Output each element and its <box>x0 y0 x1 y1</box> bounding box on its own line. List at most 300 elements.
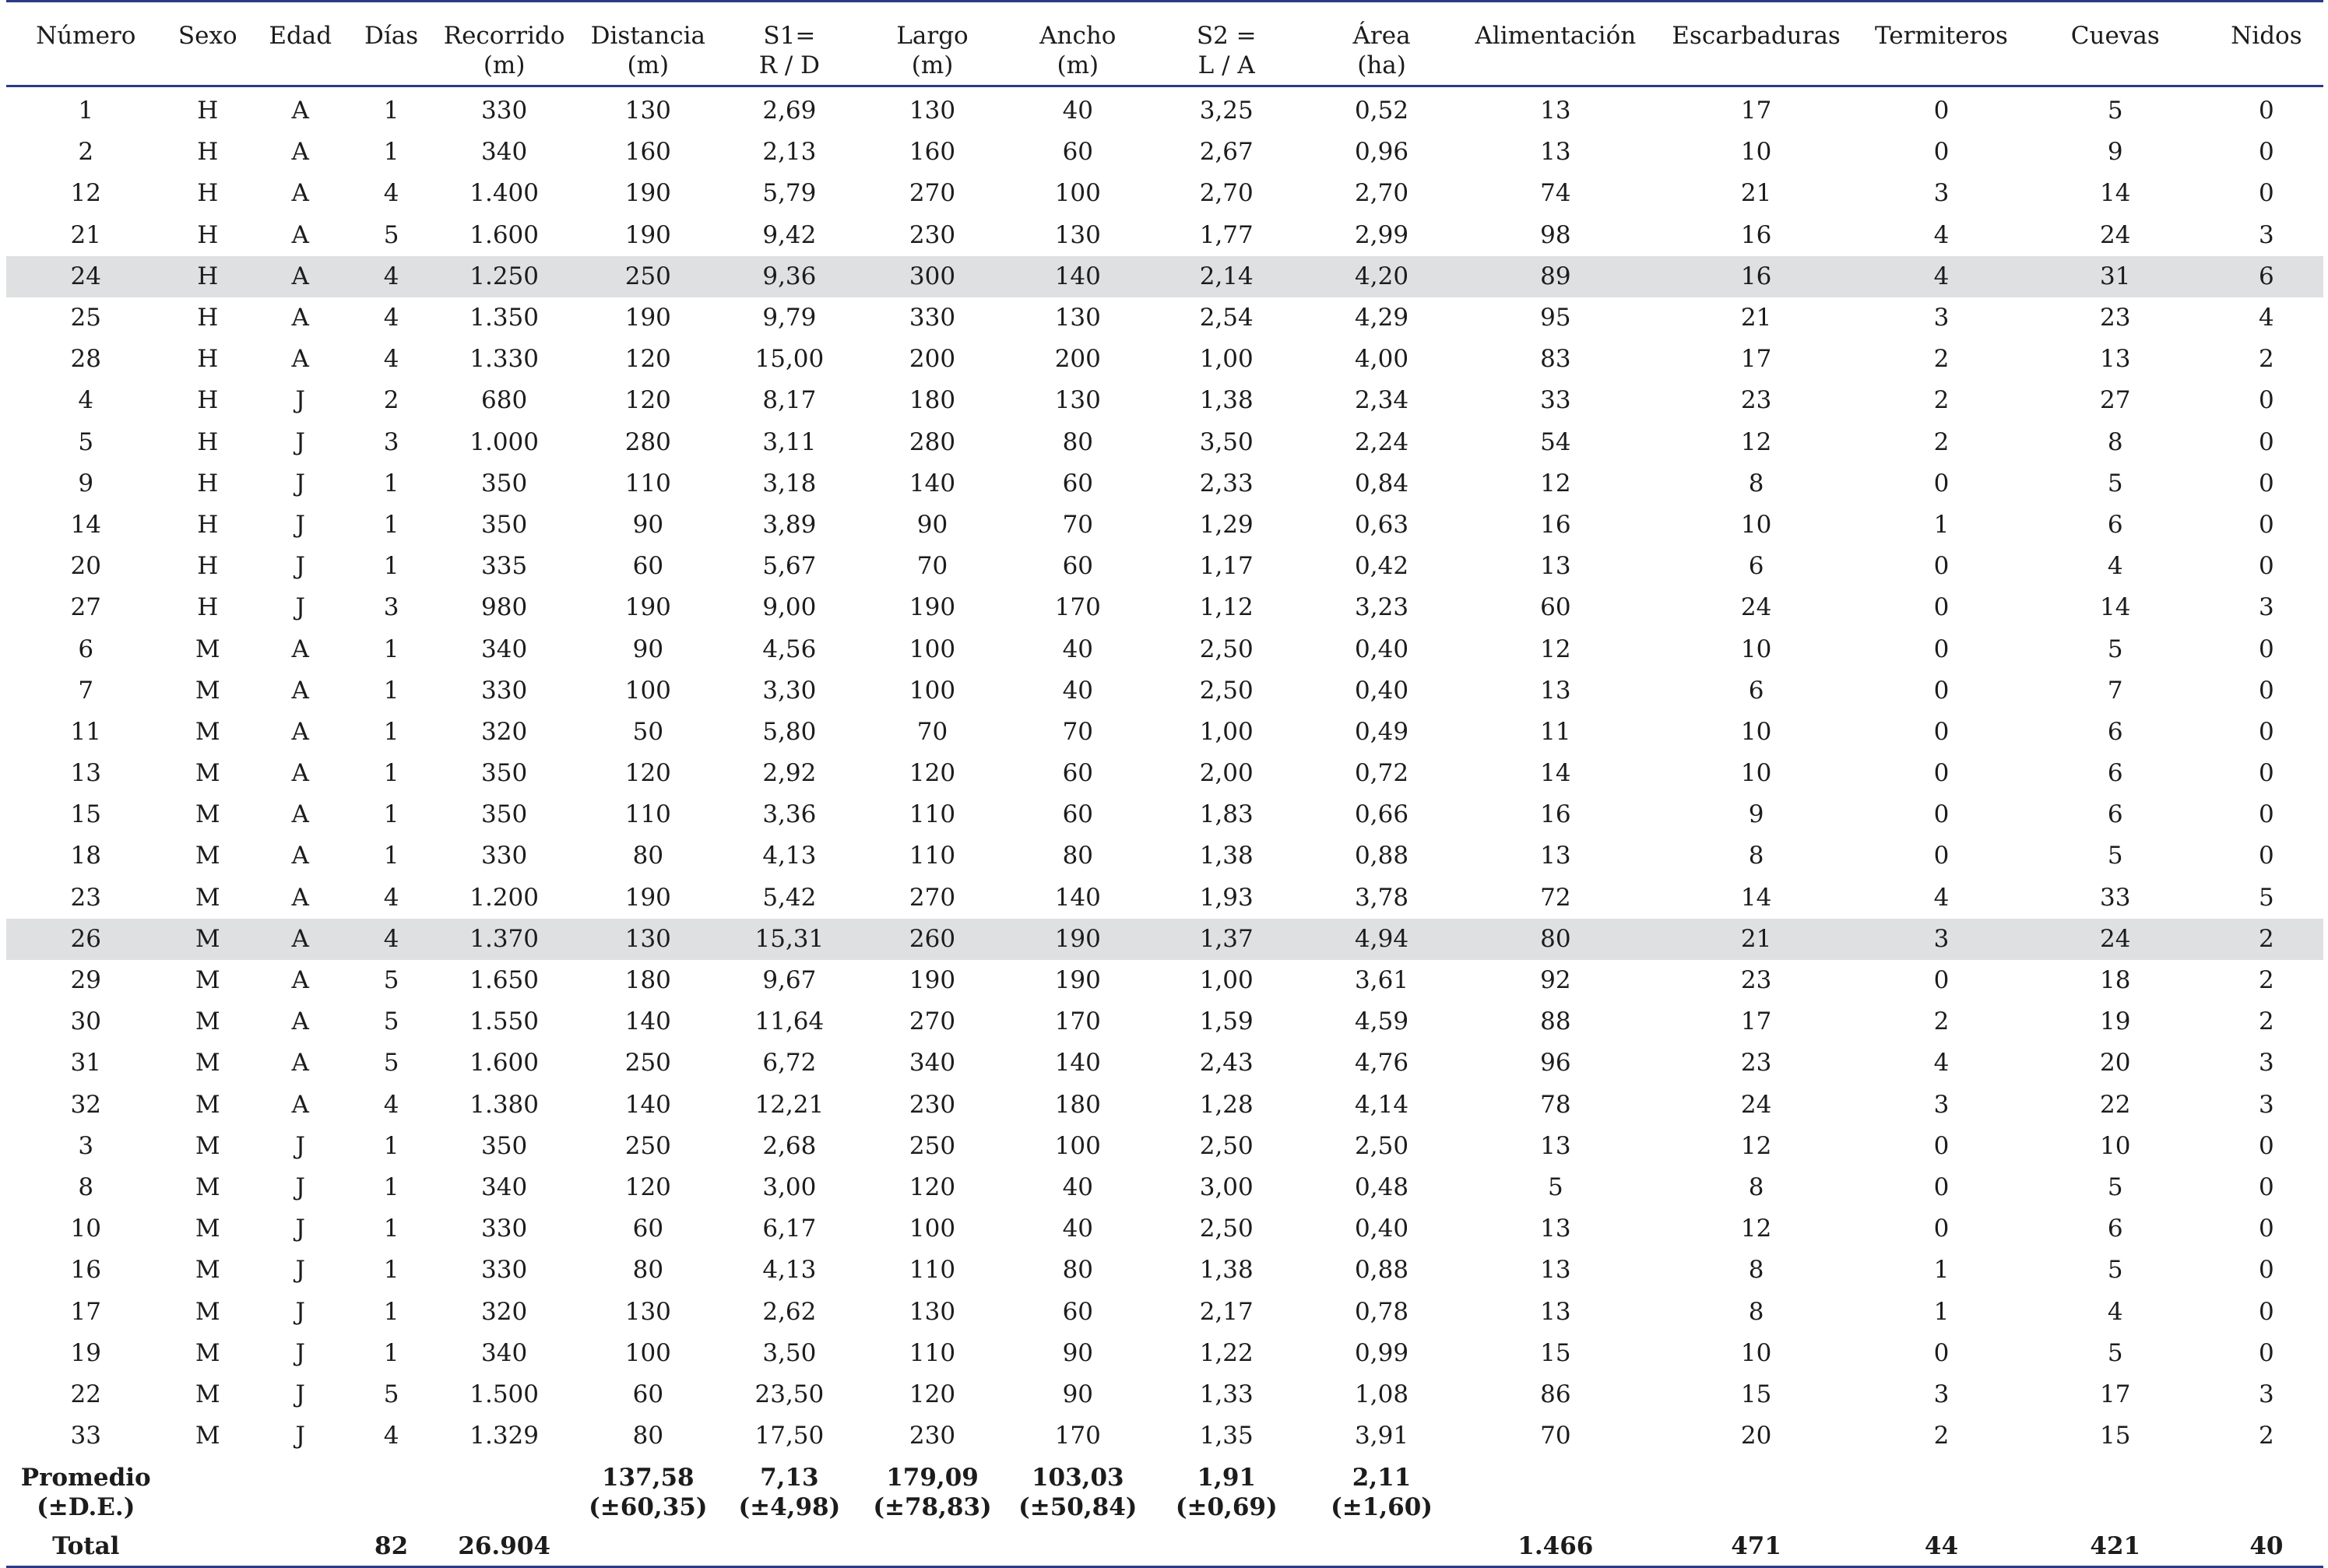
column-header-s2 <box>1150 2 1303 86</box>
average-cell-cuevas <box>2021 1457 2210 1527</box>
cell-distancia: 120 <box>624 386 671 415</box>
cell-escarbaduras: 10 <box>1740 635 1772 663</box>
cell-termiteros: 2 <box>1933 386 1950 415</box>
cell-nidos: 0 <box>2259 97 2274 125</box>
cell-termiteros: 0 <box>1933 97 1950 125</box>
cell-sexo: M <box>195 1338 220 1367</box>
cell-recorrido: 1.380 <box>469 1090 539 1119</box>
cell-cuevas: 6 <box>2107 759 2123 788</box>
cell-s1: 5,67 <box>762 552 817 581</box>
cell-s2: 2,50 <box>1199 676 1254 705</box>
average-row <box>6 1457 2323 1527</box>
cell-cuevas: 24 <box>2021 919 2210 960</box>
cell-s1: 9,00 <box>762 593 817 622</box>
cell-s1: 17,50 <box>754 1422 825 1450</box>
column-header-recorrido <box>432 2 577 86</box>
cell-dias: 1 <box>383 1256 399 1285</box>
cell-largo: 250 <box>909 1131 956 1160</box>
cell-s2: 2,14 <box>1150 256 1303 297</box>
cell-area: 4,59 <box>1355 1007 1409 1036</box>
cell-ancho: 140 <box>1054 883 1101 912</box>
cell-s2: 1,77 <box>1199 220 1254 249</box>
cell-dias: 5 <box>383 966 399 995</box>
cell-s2: 1,93 <box>1199 883 1254 912</box>
standard-deviation-value: (±60,35) <box>589 1493 708 1522</box>
cell-numero: 27 <box>70 593 101 622</box>
cell-sexo: M <box>195 1215 220 1243</box>
cell-numero: 6 <box>78 635 94 663</box>
cell-ancho: 40 <box>1062 676 1094 705</box>
cell-area: 4,94 <box>1303 919 1460 960</box>
cell-alimentacion: 74 <box>1540 179 1571 208</box>
cell-dias: 5 <box>383 1049 399 1078</box>
cell-dias: 1 <box>383 138 399 167</box>
cell-edad: A <box>291 1090 309 1119</box>
cell-distancia: 50 <box>632 717 664 746</box>
cell-cuevas: 9 <box>2107 138 2123 167</box>
cell-dias: 5 <box>383 1380 399 1408</box>
cell-cuevas: 5 <box>2107 1172 2123 1201</box>
standard-deviation-value: (±0,69) <box>1175 1493 1278 1522</box>
cell-dias: 4 <box>383 883 399 912</box>
cell-nidos: 0 <box>2259 138 2274 167</box>
cell-nidos: 4 <box>2259 304 2274 332</box>
cell-numero: 10 <box>70 1215 101 1243</box>
total-cell-termiteros: 44 <box>1862 1527 2021 1567</box>
cell-escarbaduras: 6 <box>1748 552 1764 581</box>
cell-sexo: M <box>195 635 220 663</box>
cell-distancia: 250 <box>624 1131 671 1160</box>
cell-distancia: 100 <box>624 1338 671 1367</box>
cell-dias: 1 <box>383 1297 399 1326</box>
column-header-dias <box>350 2 431 86</box>
cell-recorrido: 340 <box>481 138 528 167</box>
cell-alimentacion: 13 <box>1540 552 1571 581</box>
cell-escarbaduras: 10 <box>1740 759 1772 788</box>
cell-edad: A <box>291 717 309 746</box>
column-header-line2: L / A <box>1197 51 1255 79</box>
cell-distancia: 140 <box>624 1007 671 1036</box>
column-header-escarbaduras <box>1651 2 1862 86</box>
cell-area: 0,40 <box>1355 635 1409 663</box>
cell-cuevas: 6 <box>2107 1215 2123 1243</box>
cell-recorrido: 980 <box>481 593 528 622</box>
cell-ancho: 40 <box>1062 1172 1094 1201</box>
column-header-line1: Distancia <box>590 22 705 50</box>
cell-recorrido: 335 <box>481 552 528 581</box>
cell-s2: 2,50 <box>1199 1131 1254 1160</box>
cell-cuevas: 31 <box>2021 256 2210 297</box>
cell-numero: 2 <box>78 138 94 167</box>
cell-sexo: M <box>195 1049 220 1078</box>
cell-edad: A <box>291 800 309 829</box>
standard-deviation-value: (±1,60) <box>1331 1493 1433 1522</box>
average-cell-sexo <box>166 1457 251 1527</box>
cell-alimentacion: 11 <box>1540 717 1571 746</box>
cell-alimentacion: 92 <box>1540 966 1571 995</box>
cell-ancho: 80 <box>1062 1256 1094 1285</box>
cell-s1: 2,62 <box>762 1297 817 1326</box>
table-row <box>6 1001 2323 1042</box>
cell-s1: 9,67 <box>762 966 817 995</box>
cell-s1: 5,42 <box>762 883 817 912</box>
cell-termiteros: 2 <box>1933 1422 1950 1450</box>
cell-area: 0,40 <box>1355 1215 1409 1243</box>
cell-cuevas: 5 <box>2107 842 2123 870</box>
cell-numero: 32 <box>70 1090 101 1119</box>
cell-edad: J <box>295 386 305 415</box>
cell-escarbaduras: 20 <box>1740 1422 1772 1450</box>
cell-distancia: 130 <box>577 919 720 960</box>
cell-alimentacion: 16 <box>1540 800 1571 829</box>
cell-cuevas: 15 <box>2100 1422 2131 1450</box>
cell-dias: 4 <box>383 345 399 374</box>
cell-dias: 1 <box>383 717 399 746</box>
total-cell-distancia <box>577 1527 720 1567</box>
cell-alimentacion: 60 <box>1540 593 1571 622</box>
cell-s1: 5,79 <box>762 179 817 208</box>
cell-distancia: 90 <box>632 635 664 663</box>
cell-edad: J <box>295 1172 305 1201</box>
total-cell-recorrido: 26.904 <box>432 1527 577 1567</box>
column-header-line1: Días <box>364 22 419 50</box>
average-cell-alimentacion <box>1461 1457 1651 1527</box>
cell-recorrido: 1.400 <box>469 179 539 208</box>
cell-s2: 3,50 <box>1199 427 1254 456</box>
cell-cuevas: 5 <box>2107 469 2123 497</box>
cell-largo: 230 <box>909 220 956 249</box>
cell-numero: 23 <box>70 883 101 912</box>
cell-largo: 110 <box>909 1256 956 1285</box>
cell-recorrido: 1.200 <box>469 883 539 912</box>
cell-largo: 270 <box>909 883 956 912</box>
cell-termiteros: 0 <box>1933 552 1950 581</box>
cell-area: 2,99 <box>1355 220 1409 249</box>
cell-distancia: 280 <box>624 427 671 456</box>
cell-sexo: H <box>197 97 219 125</box>
cell-dias: 1 <box>383 1338 399 1367</box>
cell-s2: 1,17 <box>1199 552 1254 581</box>
cell-escarbaduras: 17 <box>1740 345 1772 374</box>
cell-termiteros: 1 <box>1933 1256 1950 1285</box>
cell-alimentacion: 13 <box>1540 1215 1571 1243</box>
cell-alimentacion: 16 <box>1540 510 1571 539</box>
cell-ancho: 180 <box>1054 1090 1101 1119</box>
column-header-sexo <box>166 2 251 86</box>
table-row <box>6 297 2323 339</box>
cell-distancia: 110 <box>624 800 671 829</box>
cell-s2: 3,25 <box>1199 97 1254 125</box>
cell-area: 3,91 <box>1355 1422 1409 1450</box>
cell-largo: 110 <box>909 800 956 829</box>
cell-s2: 2,00 <box>1199 759 1254 788</box>
cell-recorrido: 1.370 <box>432 919 577 960</box>
total-cell-largo <box>860 1527 1006 1567</box>
cell-recorrido: 330 <box>481 842 528 870</box>
cell-edad: J <box>295 1422 305 1450</box>
cell-numero: 19 <box>70 1338 101 1367</box>
cell-recorrido: 1.600 <box>469 220 539 249</box>
cell-termiteros: 0 <box>1933 593 1950 622</box>
cell-edad: A <box>291 883 309 912</box>
cell-cuevas: 6 <box>2107 510 2123 539</box>
cell-cuevas: 13 <box>2100 345 2131 374</box>
cell-s2: 1,83 <box>1199 800 1254 829</box>
cell-edad: A <box>291 179 309 208</box>
cell-numero: 30 <box>70 1007 101 1036</box>
average-value: 7,13 <box>760 1464 819 1492</box>
cell-numero: 21 <box>70 220 101 249</box>
cell-nidos: 5 <box>2259 883 2274 912</box>
table-row <box>6 1208 2323 1250</box>
cell-ancho: 60 <box>1062 552 1094 581</box>
cell-recorrido: 350 <box>481 1131 528 1160</box>
cell-distancia: 160 <box>624 138 671 167</box>
cell-s1: 8,17 <box>762 386 817 415</box>
cell-alimentacion: 86 <box>1540 1380 1571 1408</box>
cell-recorrido: 1.500 <box>469 1380 539 1408</box>
table-row <box>6 628 2323 670</box>
column-header-area <box>1303 2 1460 86</box>
cell-distancia: 130 <box>624 1297 671 1326</box>
table-header <box>6 2 2323 86</box>
cell-nidos: 2 <box>2259 1422 2274 1450</box>
column-header-line1: Escarbaduras <box>1672 22 1841 50</box>
cell-escarbaduras: 8 <box>1748 469 1764 497</box>
cell-ancho: 100 <box>1054 1131 1101 1160</box>
column-header-line2: (ha) <box>1357 51 1406 79</box>
cell-alimentacion: 89 <box>1461 256 1651 297</box>
cell-sexo: M <box>195 1007 220 1036</box>
table-row <box>6 505 2323 546</box>
total-cell-edad <box>250 1527 350 1567</box>
cell-dias: 1 <box>383 842 399 870</box>
cell-edad: J <box>295 1215 305 1243</box>
cell-s2: 2,70 <box>1199 179 1254 208</box>
cell-cuevas: 14 <box>2100 593 2131 622</box>
cell-s2: 1,00 <box>1199 345 1254 374</box>
cell-numero: 26 <box>6 919 166 960</box>
cell-ancho: 200 <box>1054 345 1101 374</box>
cell-sexo: H <box>197 386 219 415</box>
cell-ancho: 60 <box>1062 138 1094 167</box>
cell-alimentacion: 78 <box>1540 1090 1571 1119</box>
cell-alimentacion: 13 <box>1540 97 1571 125</box>
cell-nidos: 0 <box>2259 179 2274 208</box>
cell-largo: 190 <box>909 593 956 622</box>
cell-area: 0,42 <box>1355 552 1409 581</box>
cell-cuevas: 4 <box>2107 552 2123 581</box>
cell-numero: 25 <box>70 304 101 332</box>
cell-nidos: 3 <box>2259 593 2274 622</box>
cell-ancho: 80 <box>1062 427 1094 456</box>
cell-largo: 70 <box>916 552 948 581</box>
average-value: 137,58 <box>601 1464 695 1492</box>
cell-recorrido: 1.329 <box>469 1422 539 1450</box>
cell-dias: 1 <box>383 1172 399 1201</box>
column-header-s1 <box>719 2 859 86</box>
cell-recorrido: 1.650 <box>469 966 539 995</box>
cell-recorrido: 1.330 <box>469 345 539 374</box>
cell-numero: 11 <box>70 717 101 746</box>
cell-area: 0,72 <box>1355 759 1409 788</box>
cell-termiteros: 3 <box>1933 1090 1950 1119</box>
table-footer <box>6 1457 2323 1567</box>
column-header-line1: Sexo <box>178 22 237 50</box>
cell-edad: A <box>291 220 309 249</box>
column-header-line1: Nidos <box>2231 22 2302 50</box>
cell-escarbaduras: 21 <box>1651 919 1862 960</box>
cell-termiteros: 0 <box>1933 1338 1950 1367</box>
cell-s1: 5,80 <box>762 717 817 746</box>
cell-distancia: 250 <box>577 256 720 297</box>
table-row <box>6 753 2323 794</box>
cell-nidos: 0 <box>2259 1215 2274 1243</box>
cell-ancho: 40 <box>1062 97 1094 125</box>
cell-numero: 22 <box>70 1380 101 1408</box>
column-header-line2: R / D <box>758 51 821 79</box>
cell-area: 0,96 <box>1355 138 1409 167</box>
column-header-cuevas <box>2021 2 2210 86</box>
average-value: 179,09 <box>886 1464 979 1492</box>
cell-distancia: 80 <box>632 1256 664 1285</box>
cell-edad: A <box>291 97 309 125</box>
cell-s1: 3,36 <box>762 800 817 829</box>
cell-alimentacion: 88 <box>1540 1007 1571 1036</box>
cell-sexo: H <box>197 220 219 249</box>
cell-sexo: M <box>195 1090 220 1119</box>
average-label-line1: Promedio <box>20 1464 151 1492</box>
average-value: 103,03 <box>1031 1464 1124 1492</box>
table-row <box>6 1126 2323 1167</box>
cell-s1: 9,36 <box>719 256 859 297</box>
cell-s1: 15,00 <box>754 345 825 374</box>
table-row <box>6 1374 2323 1415</box>
table-row <box>6 380 2323 421</box>
cell-area: 4,76 <box>1355 1049 1409 1078</box>
cell-termiteros: 4 <box>1933 1049 1950 1078</box>
cell-nidos: 2 <box>2210 919 2323 960</box>
cell-area: 4,29 <box>1355 304 1409 332</box>
cell-escarbaduras: 23 <box>1740 966 1772 995</box>
cell-edad: J <box>295 1256 305 1285</box>
cell-termiteros: 3 <box>1933 304 1950 332</box>
cell-recorrido: 340 <box>481 1338 528 1367</box>
cell-sexo: M <box>195 1380 220 1408</box>
cell-recorrido: 350 <box>481 759 528 788</box>
cell-area: 4,20 <box>1303 256 1460 297</box>
cell-area: 2,70 <box>1355 179 1409 208</box>
cell-alimentacion: 54 <box>1540 427 1571 456</box>
standard-deviation-value: (±78,83) <box>873 1493 992 1522</box>
cell-escarbaduras: 17 <box>1740 97 1772 125</box>
cell-sexo: M <box>195 1422 220 1450</box>
table-row <box>6 1167 2323 1208</box>
cell-numero: 31 <box>70 1049 101 1078</box>
cell-dias: 4 <box>350 256 431 297</box>
header-row <box>6 2 2323 86</box>
cell-largo: 260 <box>860 919 1006 960</box>
cell-recorrido: 330 <box>481 676 528 705</box>
table-row <box>6 670 2323 712</box>
cell-area: 0,99 <box>1355 1338 1409 1367</box>
cell-s1: 6,17 <box>762 1215 817 1243</box>
cell-ancho: 170 <box>1054 1007 1101 1036</box>
cell-cuevas: 5 <box>2107 1338 2123 1367</box>
cell-distancia: 120 <box>624 759 671 788</box>
cell-termiteros: 0 <box>1933 717 1950 746</box>
cell-largo: 110 <box>909 1338 956 1367</box>
cell-nidos: 0 <box>2259 1131 2274 1160</box>
cell-numero: 29 <box>70 966 101 995</box>
total-cell-sexo <box>166 1527 251 1567</box>
cell-area: 0,66 <box>1355 800 1409 829</box>
cell-cuevas: 7 <box>2107 676 2123 705</box>
average-value: 2,11 <box>1352 1464 1412 1492</box>
cell-termiteros: 1 <box>1933 510 1950 539</box>
cell-area: 4,14 <box>1355 1090 1409 1119</box>
average-cell-escarbaduras <box>1651 1457 1862 1527</box>
cell-alimentacion: 13 <box>1540 676 1571 705</box>
cell-distancia: 120 <box>624 1172 671 1201</box>
cell-s1: 9,42 <box>762 220 817 249</box>
cell-dias: 1 <box>383 510 399 539</box>
cell-largo: 110 <box>909 842 956 870</box>
cell-recorrido: 320 <box>481 717 528 746</box>
cell-s1: 9,79 <box>762 304 817 332</box>
cell-s1: 2,13 <box>762 138 817 167</box>
cell-alimentacion: 13 <box>1540 1297 1571 1326</box>
cell-s1: 6,72 <box>762 1049 817 1078</box>
cell-escarbaduras: 15 <box>1740 1380 1772 1408</box>
cell-cuevas: 6 <box>2107 717 2123 746</box>
column-header-numero <box>6 2 166 86</box>
cell-escarbaduras: 12 <box>1740 1131 1772 1160</box>
cell-sexo: M <box>195 883 220 912</box>
cell-escarbaduras: 21 <box>1740 179 1772 208</box>
cell-alimentacion: 13 <box>1540 842 1571 870</box>
cell-nidos: 0 <box>2259 386 2274 415</box>
table-row <box>6 422 2323 463</box>
cell-dias: 3 <box>383 593 399 622</box>
cell-cuevas: 10 <box>2100 1131 2131 1160</box>
cell-dias: 4 <box>383 304 399 332</box>
cell-cuevas: 5 <box>2107 1256 2123 1285</box>
cell-s2: 2,50 <box>1199 1215 1254 1243</box>
cell-area: 0,49 <box>1355 717 1409 746</box>
cell-termiteros: 3 <box>1933 179 1950 208</box>
cell-largo: 180 <box>909 386 956 415</box>
cell-distancia: 60 <box>632 1380 664 1408</box>
cell-termiteros: 0 <box>1933 966 1950 995</box>
cell-nidos: 3 <box>2259 1380 2274 1408</box>
cell-numero: 1 <box>78 97 94 125</box>
cell-edad: A <box>291 138 309 167</box>
cell-s1: 2,92 <box>762 759 817 788</box>
cell-area: 0,88 <box>1355 842 1409 870</box>
column-header-line2: (m) <box>911 51 954 79</box>
cell-recorrido: 1.000 <box>469 427 539 456</box>
cell-dias: 1 <box>383 1131 399 1160</box>
column-header-line1: Área <box>1352 22 1411 50</box>
cell-largo: 330 <box>909 304 956 332</box>
cell-area: 0,88 <box>1355 1256 1409 1285</box>
cell-s1: 4,13 <box>762 1256 817 1285</box>
cell-s2: 1,00 <box>1199 966 1254 995</box>
cell-largo: 160 <box>909 138 956 167</box>
table-row <box>6 1085 2323 1126</box>
cell-s1: 3,18 <box>762 469 817 497</box>
